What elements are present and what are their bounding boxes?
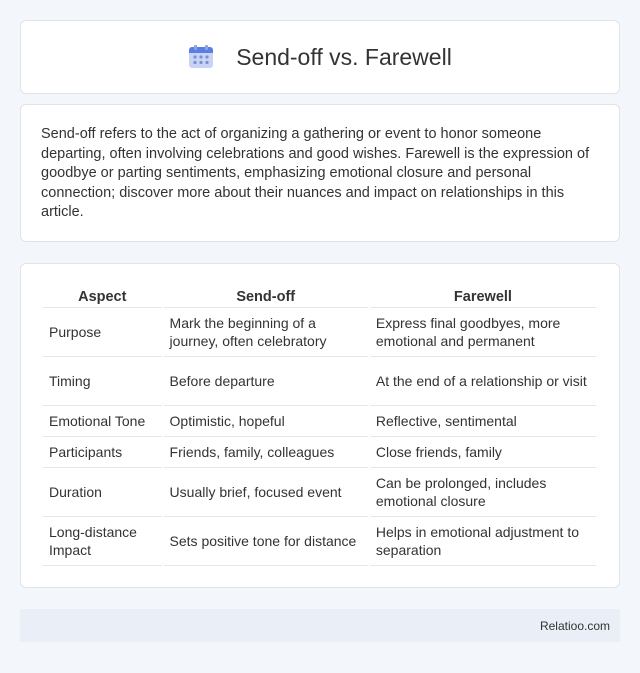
row-farewell: Close friends, family [370,437,596,468]
row-send-off: Before departure [164,357,368,406]
table-row [43,308,596,357]
intro-card [20,104,620,242]
header-farewell: Farewell [370,286,596,308]
row-aspect: Timing [43,357,162,406]
table-row [43,357,596,406]
row-send-off: Usually brief, focused event [164,468,368,517]
table-row [43,437,596,468]
row-send-off: Optimistic, hopeful [164,406,368,437]
intro-text: Send-off refers to the act of organizing a gathering or event to honor someone departing, often involving celebrations and good wishes. Farewell is the expression of goodbye or parting sentiments, emphasizing emotional closure and personal connection; discover more about their nuances and impact on relationships in this article. [41,126,590,220]
header-aspect: Aspect [43,286,162,308]
row-farewell: At the end of a relationship or visit [370,357,596,406]
comparison-card [20,263,620,588]
comparison-table [41,286,598,566]
calendar-icon [188,45,214,69]
table-row [43,406,596,437]
footer-site-link[interactable]: Relatioo.com [539,618,610,633]
row-farewell: Express final goodbyes, more emotional and permanent [370,308,596,357]
row-aspect: Duration [43,468,162,517]
page-title: Send-off vs. Farewell [236,43,452,70]
row-send-off: Friends, family, colleagues [164,437,368,468]
footer [20,609,620,642]
table-header-row [43,286,596,308]
table-row [43,468,596,517]
row-farewell: Reflective, sentimental [370,406,596,437]
row-aspect: Purpose [43,308,162,357]
row-aspect: Long-distance Impact [43,517,162,566]
row-farewell: Helps in emotional adjustment to separation [370,517,596,566]
row-aspect: Participants [43,437,162,468]
row-farewell: Can be prolonged, includes emotional closure [370,468,596,517]
table-row [43,517,596,566]
row-aspect: Emotional Tone [43,406,162,437]
row-send-off: Mark the beginning of a journey, often celebratory [164,308,368,357]
title-card [20,20,620,94]
header-send-off: Send-off [164,286,368,308]
row-send-off: Sets positive tone for distance [164,517,368,566]
